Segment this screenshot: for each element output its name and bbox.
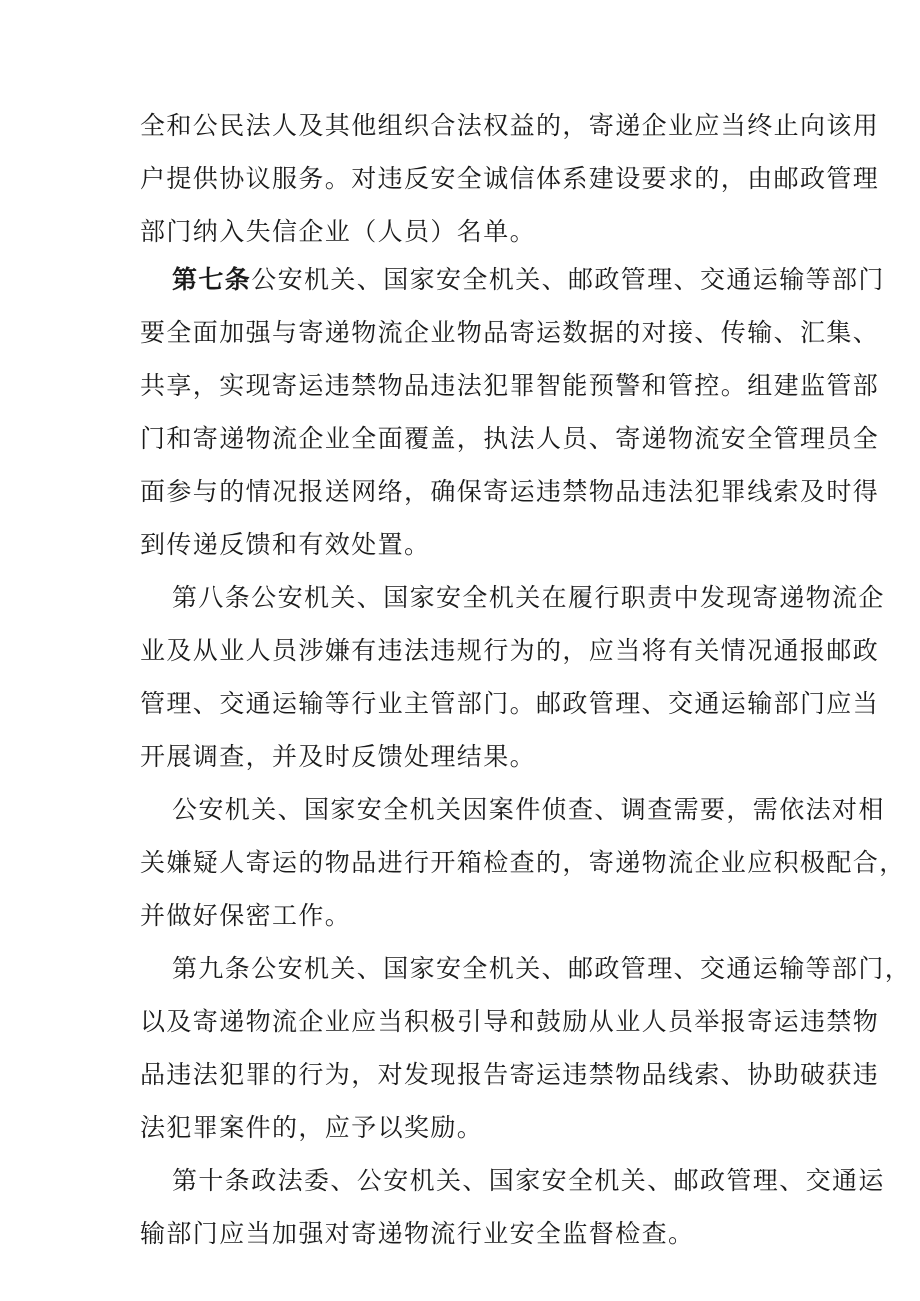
text-line: 共享，实现寄运违禁物品违法犯罪智能预警和管控。组建监管部 xyxy=(140,371,880,400)
text-line: 第九条公安机关、国家安全机关、邮政管理、交通运输等部门， xyxy=(172,954,912,983)
text-line: 关嫌疑人寄运的物品进行开箱检查的，寄递物流企业应积极配合， xyxy=(140,848,906,877)
text-line: 要全面加强与寄递物流企业物品寄运数据的对接、传输、汇集、 xyxy=(140,318,880,347)
text-line: 公安机关、国家安全机关、邮政管理、交通运输等部门 xyxy=(251,265,885,294)
article-7-heading: 第七条 xyxy=(172,265,252,294)
text-line: 面参与的情况报送网络，确保寄运违禁物品违法犯罪线索及时得 xyxy=(140,477,880,506)
text-line: 并做好保密工作。 xyxy=(140,901,352,930)
text-line: 管理、交通运输等行业主管部门。邮政管理、交通运输部门应当 xyxy=(140,689,880,718)
text-line: 部门纳入失信企业（人员）名单。 xyxy=(140,217,537,246)
text-line: 法犯罪案件的，应予以奖励。 xyxy=(140,1113,484,1142)
text-line: 门和寄递物流企业全面覆盖，执法人员、寄递物流安全管理员全 xyxy=(140,424,880,453)
text-line: 开展调查，并及时反馈处理结果。 xyxy=(140,742,537,771)
article-7-first-line xyxy=(172,263,885,297)
text-line: 业及从业人员涉嫌有违法违规行为的，应当将有关情况通报邮政 xyxy=(140,636,880,665)
text-line: 全和公民法人及其他组织合法权益的，寄递企业应当终止向该用 xyxy=(140,111,880,140)
text-line: 公安机关、国家安全机关因案件侦查、调查需要，需依法对相 xyxy=(172,795,885,824)
text-line: 户提供协议服务。对违反安全诚信体系建设要求的，由邮政管理 xyxy=(140,164,880,193)
text-line: 以及寄递物流企业应当积极引导和鼓励从业人员举报寄运违禁物 xyxy=(140,1007,880,1036)
text-line: 第十条政法委、公安机关、国家安全机关、邮政管理、交通运 xyxy=(172,1166,885,1195)
text-line: 输部门应当加强对寄递物流行业安全监督检查。 xyxy=(140,1219,695,1248)
text-line: 品违法犯罪的行为，对发现报告寄运违禁物品线索、协助破获违 xyxy=(140,1060,880,1089)
text-line: 到传递反馈和有效处置。 xyxy=(140,530,431,559)
text-line: 第八条公安机关、国家安全机关在履行职责中发现寄递物流企 xyxy=(172,583,885,612)
